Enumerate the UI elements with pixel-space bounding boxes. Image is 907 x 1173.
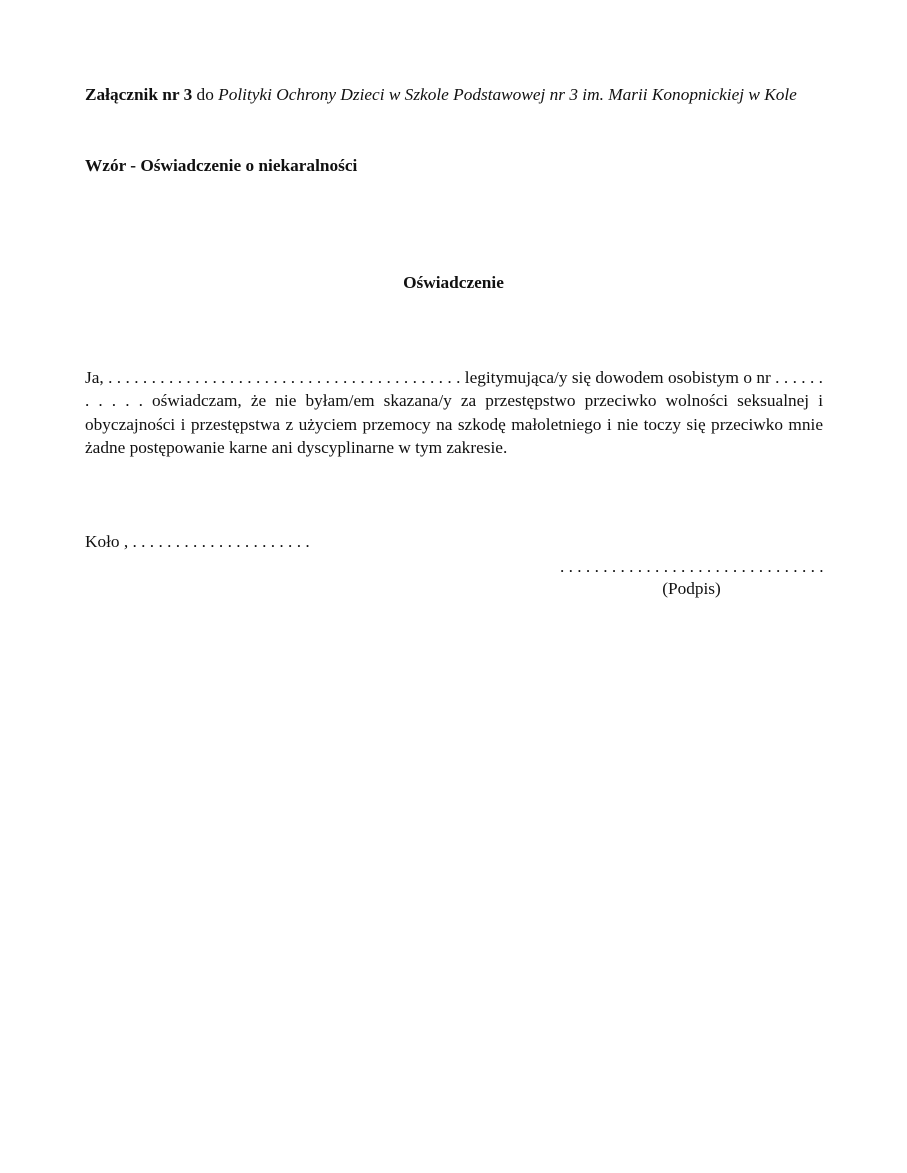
signature-line: . . . . . . . . . . . . . . . . . . . . . . . . . . . . . . . [560,557,824,576]
statement-body [85,366,823,459]
policy-title: Polityki Ochrony Dzieci w Szkole Podstawowej nr 3 im. Marii Konopnickiej w Kole [218,85,797,104]
document-heading: Oświadczenie [403,273,504,292]
attachment-reference [85,84,845,106]
attachment-connector: do [192,85,219,104]
statement-paragraph: Ja, . . . . . . . . . . . . . . . . . . . . . . . . . . . . . . . . . . . . . . . . . legitymująca/y się dowodem osobistym o nr . . . . . . . . . . . oświadczam, że nie byłam/em skazana/y za przestępstwo przeciwko wolności seksualnej i obyczajności i przestępstwa z użyciem przemocy na szkodę małoletniego i nie toczy się przeciwko mnie żadne postępowanie karne ani dyscyplinarne w tym zakresie. [85,368,823,457]
template-title: Wzór - Oświadczenie o niekaralności [85,156,358,175]
place-date-line: Koło , . . . . . . . . . . . . . . . . . . . . . [85,532,310,551]
signature-label: (Podpis) [662,579,721,598]
attachment-number: Załącznik nr 3 [85,85,193,104]
